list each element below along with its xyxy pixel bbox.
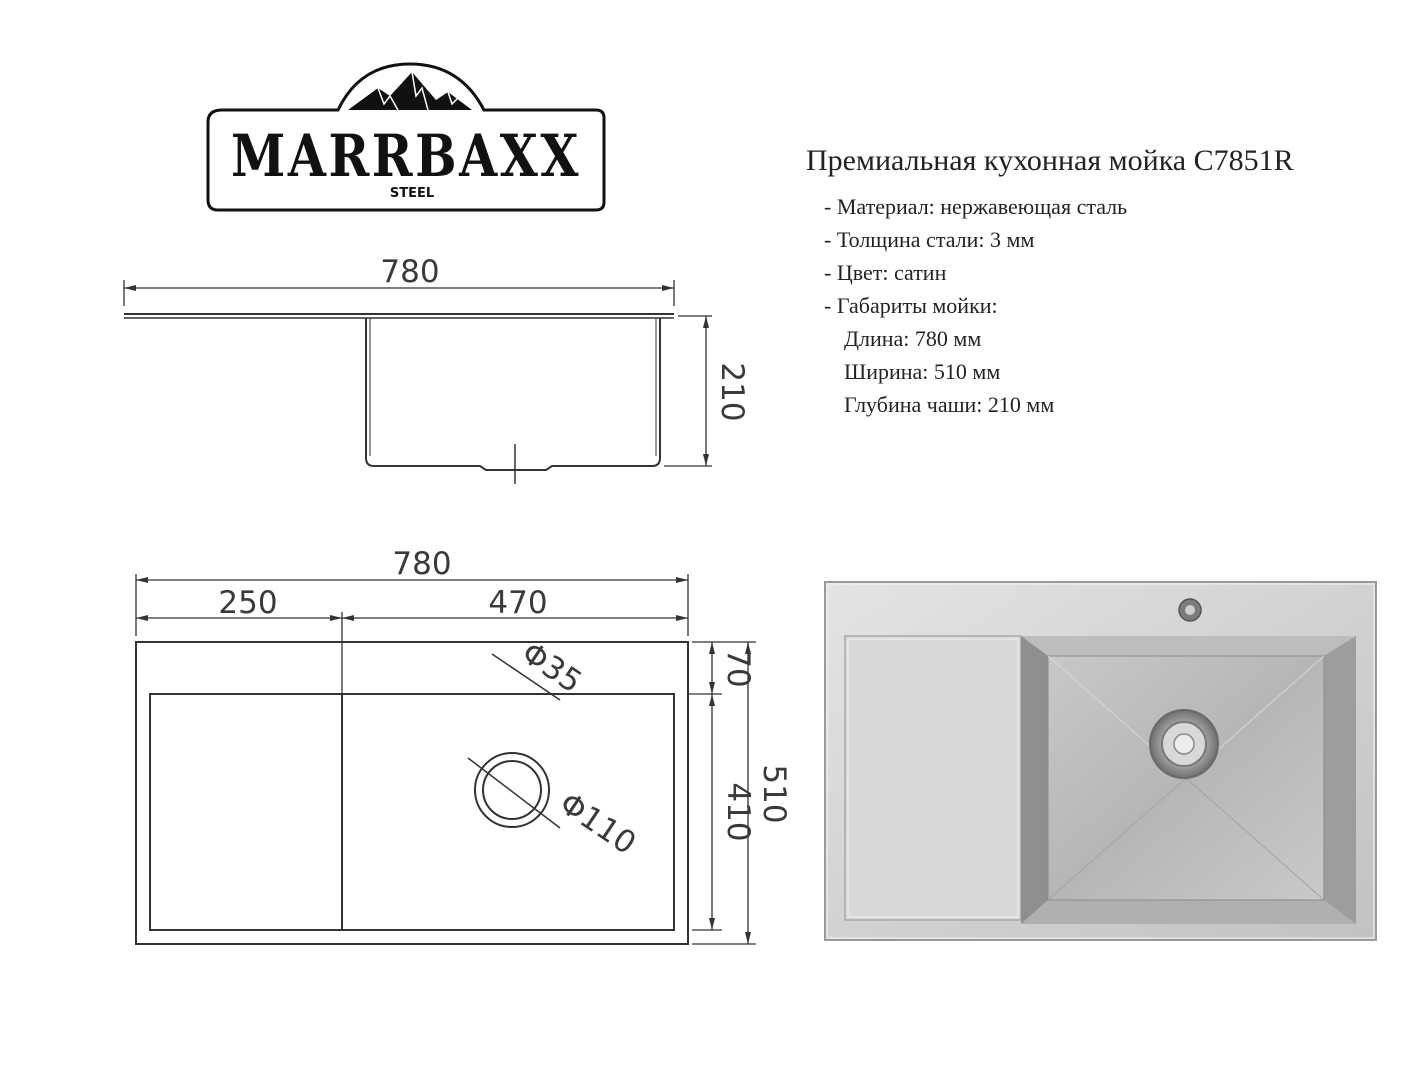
spec-color: - Цвет: сатин	[824, 260, 947, 285]
side-view-drawing	[124, 280, 712, 484]
top-total-width-label: 780	[392, 546, 452, 582]
spec-length: Длина: 780 мм	[844, 326, 982, 351]
bowl-depth-label: 410	[720, 782, 756, 842]
drainboard-width-label: 250	[218, 585, 278, 621]
sink-photo	[825, 582, 1376, 940]
brand-logo	[208, 64, 604, 210]
drain-diameter-label: Φ110	[552, 785, 643, 863]
side-depth-label: 210	[714, 362, 750, 422]
logo-brand-text: MARRBAXX	[231, 122, 581, 190]
tap-hole-label: Φ35	[515, 634, 589, 701]
top-margin-label: 70	[720, 648, 756, 688]
spec-depth: Глубина чаши: 210 мм	[844, 392, 1055, 417]
spec-list	[806, 190, 1294, 421]
bowl-width-label: 470	[488, 585, 548, 621]
spec-width: Ширина: 510 мм	[844, 359, 1001, 384]
logo-steel-text: STEEL	[389, 186, 435, 201]
mountain-icon	[348, 72, 472, 110]
side-width-label: 780	[380, 254, 440, 290]
spec-material: - Материал: нержавеющая сталь	[824, 194, 1128, 219]
spec-panel	[806, 142, 1294, 421]
spec-dimensions-header: - Габариты мойки:	[824, 293, 998, 318]
total-depth-label: 510	[756, 764, 792, 824]
spec-thickness: - Толщина стали: 3 мм	[824, 227, 1035, 252]
top-view-drawing	[136, 574, 756, 944]
product-title: Премиальная кухонная мойка C7851R	[806, 144, 1294, 177]
